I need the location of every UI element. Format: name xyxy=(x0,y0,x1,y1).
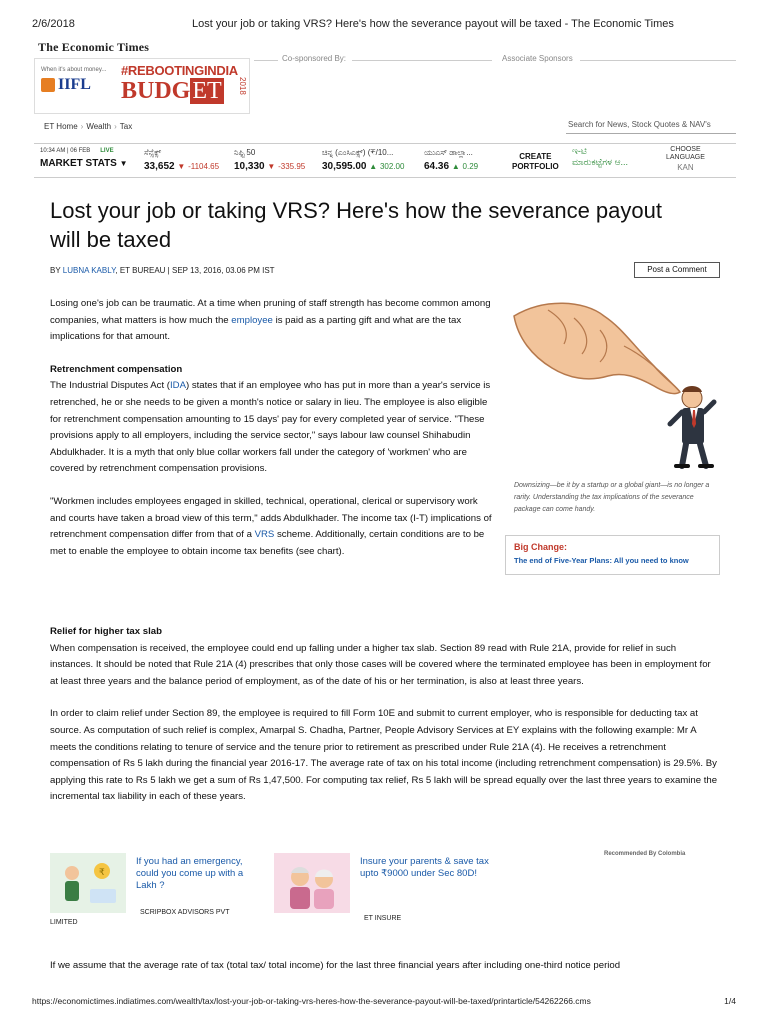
associate-sponsors-label: Associate Sponsors xyxy=(502,54,573,63)
big-change-link[interactable]: The end of Five-Year Plans: All you need to know xyxy=(514,556,689,565)
print-page-number: 1/4 xyxy=(724,996,736,1006)
choose-language-button[interactable]: CHOOSE LANGUAGE KAN xyxy=(666,146,705,172)
ad-thumbnail-image xyxy=(274,853,350,913)
figure-caption: Downsizing—be it by a startup or a global giant—is no longer a rarity. Understanding the tax implications of the severance package can come handy. xyxy=(514,482,710,513)
down-arrow-icon: ▼ xyxy=(267,162,276,171)
paragraph: "Workmen includes employees engaged in skilled, technical, operational, clerical or supervisory work and courts have taken a broad view of this term," adds Abdulkhader. The income tax (I-T) implications of retrenchment compensation differ from that of a VRS scheme. Additionally, certain conditions are to be met to enable the employee to obtain income tax benefits (see chart). xyxy=(50,495,492,557)
big-change-label: Big Change: xyxy=(514,542,567,552)
sponsor-banner[interactable] xyxy=(34,58,250,114)
index-sensex[interactable]: ಸೆನ್ಸೆಕ್ಸ್ 33,652 ▼ -1104.65 xyxy=(144,148,220,172)
print-date: 2/6/2018 xyxy=(32,18,75,30)
iifl-tagline: When it's about money... xyxy=(41,67,107,73)
paragraph: Losing one's job can be traumatic. At a time when pruning of staff strength has become common among companies, what matters is how much the employee is paid as a parting gift and what are the tax implications for that amount. xyxy=(50,298,491,343)
chevron-right-icon: › xyxy=(114,122,117,131)
search-input[interactable]: Search for News, Stock Quotes & NAV's xyxy=(566,116,736,134)
ad-et-insure[interactable] xyxy=(274,853,504,931)
index-gold[interactable]: ಚಿನ್ನ (ಎಂಸಿಎಕ್ಸ್) (₹/10... 30,595.00 ▲ 302.00 xyxy=(322,148,405,172)
print-page-title: Lost your job or taking VRS? Here's how the severance payout will be taxed - The Economic Times xyxy=(192,18,674,30)
big-change-box[interactable] xyxy=(505,535,720,575)
article-headline: Lost your job or taking VRS? Here's how the severance payout will be taxed xyxy=(50,198,662,252)
ad-title[interactable]: Insure your parents & save tax upto ₹9000 under Sec 80D! xyxy=(360,856,489,879)
breadcrumb-wealth[interactable]: Wealth xyxy=(86,122,112,131)
site-logo[interactable]: The Economic Times xyxy=(38,40,150,54)
index-nifty[interactable]: ನಿಫ್ಟಿ 50 10,330 ▼ -335.95 xyxy=(234,148,306,172)
author-link[interactable]: LUBNA KABLY xyxy=(62,266,116,275)
breadcrumb-tax[interactable]: Tax xyxy=(119,122,133,131)
market-stats-menu[interactable] xyxy=(40,148,128,169)
budget-tag: #REBOOTINGINDIA xyxy=(121,63,238,78)
paragraph: If we assume that the average rate of tax (total tax/ total income) for the last three financial years after including one-third notice period xyxy=(50,960,621,971)
chevron-right-icon: › xyxy=(80,122,84,131)
article-body-wide xyxy=(50,624,720,822)
section-heading-retrenchment: Retrenchment compensation xyxy=(50,363,183,375)
paragraph: In order to claim relief under Section 89, the employee is required to fill Form 10E and submit to current employer, who is responsible for deducting tax at source. As computation of such relief is complex, Amarpal S. Chadha, Partner, People Advisory Services at EY explains with the following example: Mr A meets the conditions relating to tenure of service and the tenure prior to retirement as prescribed under Rule 21A (4). He receives a retrenchment compensation of Rs 5 lakh during the financial year 2016-17. The average rate of tax on his total income (including retrenchment compensation) is 29.5%. By applying this rate to Rs 5 lakh we get a sum of Rs 1,47,500. For computing tax relief, Rs 5 lakh will be spread equally over the last three years to examine the incremental tax liability in each of these years. xyxy=(50,708,718,803)
create-portfolio-button[interactable]: CREATE PORTFOLIO xyxy=(512,152,559,171)
index-usd[interactable]: ಯುಎಸ್ ಡಾಲ್ಲಾ... 64.36 ▲ 0.29 xyxy=(424,148,479,172)
iifl-logo-text: IIFL xyxy=(58,76,91,93)
paragraph: When compensation is received, the employee could end up falling under a higher tax slab. Section 89 read with Rule 21A, provide for relief in such instances. It should be noted that Rule 21A (4) prescribes that only those cases will be covered where the terminated employee has been in employment for at least three years and the balance period of employment, as of the date of his or her termination, is also at least three years. xyxy=(50,642,711,687)
svg-text:₹: ₹ xyxy=(99,868,105,878)
caret-down-icon: ▼ xyxy=(119,159,128,168)
section-heading-relief: Relief for higher tax slab xyxy=(50,626,162,637)
article-illustration xyxy=(504,296,718,472)
budget-logo xyxy=(121,63,245,111)
vrs-link[interactable]: VRS xyxy=(254,529,275,541)
print-footer-url: https://economictimes.indiatimes.com/wealth/tax/lost-your-job-or-taking-vrs-heres-how-the-severance-payout-will-be-taxed/printarticle/54262266.cms xyxy=(32,996,591,1006)
up-arrow-icon: ▲ xyxy=(369,162,378,171)
ad-source-continued: LIMITED xyxy=(50,919,78,926)
breadcrumb-et-home[interactable]: ET Home xyxy=(44,122,78,131)
divider xyxy=(580,60,736,61)
ad-scripbox[interactable] xyxy=(50,853,280,931)
ad-title[interactable]: If you had an emergency, could you come up with a Lakh ? xyxy=(136,856,244,891)
language-code: KAN xyxy=(677,163,694,172)
paragraph: The Industrial Disputes Act (IDA) states that if an employee who has put in more than a year's service is retrenched, he or she needs to be given a month's notice or salary in lieu. The employee is also eligible for retrenchment compensation amounting to 15 days' pay for every completed year of service. "These provisions apply to all employers, including the service sector," says labour law counsel Shihabudin Abdulkhader. It is a myth that only blue collar workers fall under the category of 'workmen' who are covered by retrenchment compensation provisions. xyxy=(50,380,491,475)
byline: BY LUBNA KABLY, ET BUREAU | SEP 13, 2016, 03.06 PM IST xyxy=(50,266,275,275)
ad-source: SCRIPBOX ADVISORS PVT xyxy=(140,909,230,916)
cosponsored-label: Co-sponsored By: xyxy=(282,54,347,63)
divider xyxy=(254,60,278,61)
ad-source: ET INSURE xyxy=(364,915,402,922)
market-stats-label: MARKET STATS xyxy=(40,158,117,169)
market-stats-bar xyxy=(34,143,736,178)
divider xyxy=(352,60,492,61)
market-time: 10:34 AM | 06 FEB xyxy=(40,148,91,154)
article-body xyxy=(50,296,496,576)
recommended-by-colombia: Recommended By Colombia xyxy=(604,851,686,857)
up-arrow-icon: ▲ xyxy=(451,162,460,171)
budget-word: BUDGET xyxy=(121,78,222,104)
iifl-mark-icon xyxy=(41,78,55,92)
iifl-logo xyxy=(41,67,113,107)
ida-link[interactable]: IDA xyxy=(169,380,186,392)
budget-year: 2018 xyxy=(238,77,247,95)
employee-link[interactable]: employee xyxy=(231,314,273,326)
ad-thumbnail-image xyxy=(50,853,126,913)
live-badge: LIVE xyxy=(100,148,114,154)
breadcrumb xyxy=(44,122,132,131)
et-markets-link[interactable]: ಇ-ಟಿ ಮಾರುಕಟ್ಟೆಗಳ ಆ... xyxy=(572,146,629,167)
down-arrow-icon: ▼ xyxy=(177,162,186,171)
post-comment-button[interactable]: Post a Comment xyxy=(634,262,720,278)
